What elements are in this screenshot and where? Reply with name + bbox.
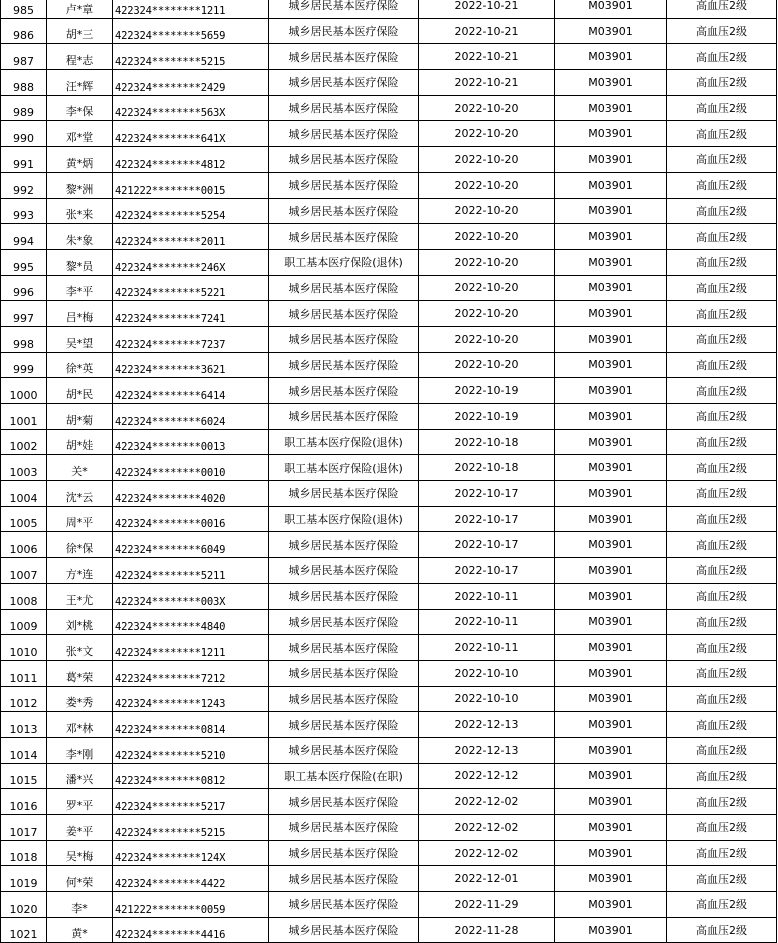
row-number-cell[interactable]: 990	[1, 121, 47, 147]
date-cell[interactable]: 2022-12-01	[419, 866, 555, 892]
diagnosis-cell[interactable]: 高血压2级	[667, 609, 777, 635]
name-cell[interactable]: 黎*洲	[47, 172, 113, 198]
diagnosis-cell[interactable]: 高血压2级	[667, 506, 777, 532]
insurance-type-cell[interactable]: 城乡居民基本医疗保险	[269, 352, 419, 378]
row-number-cell[interactable]: 1010	[1, 635, 47, 661]
row-number-cell[interactable]: 993	[1, 198, 47, 224]
table-row	[1, 378, 777, 404]
date-cell[interactable]: 2022-10-21	[419, 70, 555, 96]
row-number-cell[interactable]: 998	[1, 326, 47, 352]
insurance-type-cell[interactable]: 城乡居民基本医疗保险	[269, 172, 419, 198]
table-row	[1, 840, 777, 866]
code-cell[interactable]: M03901	[555, 147, 667, 173]
id-number-cell[interactable]: 422324********6049	[113, 532, 269, 558]
date-cell[interactable]: 2022-10-20	[419, 198, 555, 224]
code-cell[interactable]: M03901	[555, 429, 667, 455]
table-row	[1, 275, 777, 301]
name-cell[interactable]: 黎*员	[47, 249, 113, 275]
code-cell[interactable]: M03901	[555, 275, 667, 301]
id-number-cell[interactable]: 422324********246X	[113, 249, 269, 275]
code-cell[interactable]: M03901	[555, 635, 667, 661]
id-number-cell[interactable]: 422324********7212	[113, 660, 269, 686]
date-cell[interactable]: 2022-10-19	[419, 404, 555, 430]
insurance-type-cell[interactable]: 城乡居民基本医疗保险	[269, 532, 419, 558]
id-number-cell[interactable]: 422324********7241	[113, 301, 269, 327]
diagnosis-cell[interactable]: 高血压2级	[667, 789, 777, 815]
name-cell[interactable]: 何*荣	[47, 866, 113, 892]
id-number-cell[interactable]: 422324********2011	[113, 224, 269, 250]
id-number-cell[interactable]: 422324********3621	[113, 352, 269, 378]
insurance-type-cell[interactable]: 城乡居民基本医疗保险	[269, 147, 419, 173]
name-cell[interactable]: 胡*菊	[47, 404, 113, 430]
name-cell[interactable]: 李*刚	[47, 737, 113, 763]
diagnosis-cell[interactable]: 高血压2级	[667, 147, 777, 173]
table-row	[1, 198, 777, 224]
id-number-cell[interactable]: 422324********5215	[113, 815, 269, 841]
code-cell[interactable]: M03901	[555, 737, 667, 763]
diagnosis-cell[interactable]: 高血压2级	[667, 198, 777, 224]
name-cell[interactable]: 方*连	[47, 558, 113, 584]
insurance-type-cell[interactable]: 城乡居民基本医疗保险	[269, 326, 419, 352]
code-cell[interactable]: M03901	[555, 763, 667, 789]
date-cell[interactable]: 2022-10-10	[419, 686, 555, 712]
diagnosis-cell[interactable]: 高血压2级	[667, 44, 777, 70]
code-cell[interactable]: M03901	[555, 558, 667, 584]
row-number-cell[interactable]: 1006	[1, 532, 47, 558]
name-cell[interactable]: 胡*三	[47, 18, 113, 44]
row-number-cell[interactable]: 1007	[1, 558, 47, 584]
code-cell[interactable]: M03901	[555, 301, 667, 327]
insurance-type-cell[interactable]: 城乡居民基本医疗保险	[269, 558, 419, 584]
date-cell[interactable]: 2022-12-12	[419, 763, 555, 789]
insurance-type-cell[interactable]: 城乡居民基本医疗保险	[269, 0, 419, 18]
name-cell[interactable]: 刘*桃	[47, 609, 113, 635]
name-cell[interactable]: 程*志	[47, 44, 113, 70]
date-cell[interactable]: 2022-10-17	[419, 532, 555, 558]
date-cell[interactable]: 2022-10-20	[419, 275, 555, 301]
table-row	[1, 44, 777, 70]
diagnosis-cell[interactable]: 高血压2级	[667, 583, 777, 609]
table-row	[1, 815, 777, 841]
row-number-cell[interactable]: 1018	[1, 840, 47, 866]
row-number-cell[interactable]: 1019	[1, 866, 47, 892]
row-number-cell[interactable]: 1012	[1, 686, 47, 712]
code-cell[interactable]: M03901	[555, 198, 667, 224]
id-number-cell[interactable]: 422324********6414	[113, 378, 269, 404]
diagnosis-cell[interactable]: 高血压2级	[667, 0, 777, 18]
insurance-type-cell[interactable]: 城乡居民基本医疗保险	[269, 737, 419, 763]
code-cell[interactable]: M03901	[555, 660, 667, 686]
date-cell[interactable]: 2022-10-20	[419, 147, 555, 173]
date-cell[interactable]: 2022-10-21	[419, 44, 555, 70]
table-row	[1, 326, 777, 352]
date-cell[interactable]: 2022-11-28	[419, 917, 555, 943]
diagnosis-cell[interactable]: 高血压2级	[667, 172, 777, 198]
id-number-cell[interactable]: 422324********4020	[113, 481, 269, 507]
insurance-type-cell[interactable]: 城乡居民基本医疗保险	[269, 95, 419, 121]
diagnosis-cell[interactable]: 高血压2级	[667, 737, 777, 763]
insurance-type-cell[interactable]: 城乡居民基本医疗保险	[269, 378, 419, 404]
name-cell[interactable]: 吴*梅	[47, 840, 113, 866]
row-number-cell[interactable]: 999	[1, 352, 47, 378]
date-cell[interactable]: 2022-10-17	[419, 506, 555, 532]
id-number-cell[interactable]: 422324********1211	[113, 0, 269, 18]
row-number-cell[interactable]: 1013	[1, 712, 47, 738]
code-cell[interactable]: M03901	[555, 249, 667, 275]
diagnosis-cell[interactable]: 高血压2级	[667, 455, 777, 481]
table-row	[1, 737, 777, 763]
table-row	[1, 712, 777, 738]
code-cell[interactable]: M03901	[555, 44, 667, 70]
table-row	[1, 506, 777, 532]
table-row	[1, 635, 777, 661]
diagnosis-cell[interactable]: 高血压2级	[667, 95, 777, 121]
date-cell[interactable]: 2022-10-17	[419, 558, 555, 584]
id-number-cell[interactable]: 422324********2429	[113, 70, 269, 96]
code-cell[interactable]: M03901	[555, 506, 667, 532]
table-row	[1, 0, 777, 18]
code-cell[interactable]: M03901	[555, 609, 667, 635]
name-cell[interactable]: 王*尤	[47, 583, 113, 609]
table-row	[1, 455, 777, 481]
table-row	[1, 18, 777, 44]
id-number-cell[interactable]: 422324********0814	[113, 712, 269, 738]
id-number-cell[interactable]: 422324********5254	[113, 198, 269, 224]
row-number-cell[interactable]: 1014	[1, 737, 47, 763]
date-cell[interactable]: 2022-10-18	[419, 429, 555, 455]
table-row	[1, 95, 777, 121]
insurance-type-cell[interactable]: 城乡居民基本医疗保险	[269, 121, 419, 147]
id-number-cell[interactable]: 422324********5217	[113, 789, 269, 815]
diagnosis-cell[interactable]: 高血压2级	[667, 558, 777, 584]
row-number-cell[interactable]: 1016	[1, 789, 47, 815]
table-row	[1, 558, 777, 584]
diagnosis-cell[interactable]: 高血压2级	[667, 763, 777, 789]
id-number-cell[interactable]: 422324********124X	[113, 840, 269, 866]
row-number-cell[interactable]: 986	[1, 18, 47, 44]
date-cell[interactable]: 2022-12-13	[419, 737, 555, 763]
row-number-cell[interactable]: 1003	[1, 455, 47, 481]
insurance-type-cell[interactable]: 城乡居民基本医疗保险	[269, 917, 419, 943]
row-number-cell[interactable]: 1002	[1, 429, 47, 455]
id-number-cell[interactable]: 422324********1243	[113, 686, 269, 712]
date-cell[interactable]: 2022-10-11	[419, 583, 555, 609]
code-cell[interactable]: M03901	[555, 917, 667, 943]
date-cell[interactable]: 2022-10-10	[419, 660, 555, 686]
row-number-cell[interactable]: 997	[1, 301, 47, 327]
name-cell[interactable]: 李*平	[47, 275, 113, 301]
diagnosis-cell[interactable]: 高血压2级	[667, 70, 777, 96]
date-cell[interactable]: 2022-10-20	[419, 224, 555, 250]
name-cell[interactable]: 潘*兴	[47, 763, 113, 789]
row-number-cell[interactable]: 992	[1, 172, 47, 198]
diagnosis-cell[interactable]: 高血压2级	[667, 352, 777, 378]
table-row	[1, 481, 777, 507]
code-cell[interactable]: M03901	[555, 686, 667, 712]
code-cell[interactable]: M03901	[555, 404, 667, 430]
code-cell[interactable]: M03901	[555, 0, 667, 18]
diagnosis-cell[interactable]: 高血压2级	[667, 326, 777, 352]
name-cell[interactable]: 周*平	[47, 506, 113, 532]
table-row	[1, 172, 777, 198]
date-cell[interactable]: 2022-10-17	[419, 481, 555, 507]
row-number-cell[interactable]: 1021	[1, 917, 47, 943]
insurance-type-cell[interactable]: 城乡居民基本医疗保险	[269, 481, 419, 507]
code-cell[interactable]: M03901	[555, 866, 667, 892]
code-cell[interactable]: M03901	[555, 712, 667, 738]
table-row	[1, 70, 777, 96]
code-cell[interactable]: M03901	[555, 378, 667, 404]
name-cell[interactable]: 徐*英	[47, 352, 113, 378]
id-number-cell[interactable]: 422324********5211	[113, 558, 269, 584]
row-number-cell[interactable]: 1001	[1, 404, 47, 430]
insurance-type-cell[interactable]: 城乡居民基本医疗保险	[269, 635, 419, 661]
diagnosis-cell[interactable]: 高血压2级	[667, 275, 777, 301]
id-number-cell[interactable]: 422324********5210	[113, 737, 269, 763]
insurance-type-cell[interactable]: 城乡居民基本医疗保险	[269, 789, 419, 815]
diagnosis-cell[interactable]: 高血压2级	[667, 121, 777, 147]
insurance-type-cell[interactable]: 城乡居民基本医疗保险	[269, 404, 419, 430]
id-number-cell[interactable]: 422324********5659	[113, 18, 269, 44]
name-cell[interactable]: 葛*荣	[47, 660, 113, 686]
insurance-type-cell[interactable]: 城乡居民基本医疗保险	[269, 712, 419, 738]
id-number-cell[interactable]: 422324********5221	[113, 275, 269, 301]
insurance-type-cell[interactable]: 城乡居民基本医疗保险	[269, 18, 419, 44]
name-cell[interactable]: 张*来	[47, 198, 113, 224]
name-cell[interactable]: 沈*云	[47, 481, 113, 507]
row-number-cell[interactable]: 987	[1, 44, 47, 70]
id-number-cell[interactable]: 421222********0015	[113, 172, 269, 198]
insurance-type-cell[interactable]: 城乡居民基本医疗保险	[269, 840, 419, 866]
date-cell[interactable]: 2022-10-20	[419, 301, 555, 327]
table-body	[1, 0, 777, 943]
id-number-cell[interactable]: 422324********4416	[113, 917, 269, 943]
table-row	[1, 583, 777, 609]
code-cell[interactable]: M03901	[555, 326, 667, 352]
table-row	[1, 763, 777, 789]
code-cell[interactable]: M03901	[555, 455, 667, 481]
code-cell[interactable]: M03901	[555, 95, 667, 121]
insurance-type-cell[interactable]: 城乡居民基本医疗保险	[269, 224, 419, 250]
row-number-cell[interactable]: 988	[1, 70, 47, 96]
date-cell[interactable]: 2022-10-11	[419, 609, 555, 635]
table-row	[1, 892, 777, 918]
table-row	[1, 121, 777, 147]
table-row	[1, 866, 777, 892]
id-number-cell[interactable]: 422324********0016	[113, 506, 269, 532]
row-number-cell[interactable]: 991	[1, 147, 47, 173]
row-number-cell[interactable]: 996	[1, 275, 47, 301]
diagnosis-cell[interactable]: 高血压2级	[667, 378, 777, 404]
table-row	[1, 532, 777, 558]
insurance-type-cell[interactable]: 城乡居民基本医疗保险	[269, 583, 419, 609]
name-cell[interactable]: 朱*象	[47, 224, 113, 250]
id-number-cell[interactable]: 422324********4422	[113, 866, 269, 892]
date-cell[interactable]: 2022-10-20	[419, 95, 555, 121]
insurance-type-cell[interactable]: 城乡居民基本医疗保险	[269, 866, 419, 892]
diagnosis-cell[interactable]: 高血压2级	[667, 815, 777, 841]
id-number-cell[interactable]: 422324********0812	[113, 763, 269, 789]
code-cell[interactable]: M03901	[555, 481, 667, 507]
code-cell[interactable]: M03901	[555, 815, 667, 841]
id-number-cell[interactable]: 422324********7237	[113, 326, 269, 352]
code-cell[interactable]: M03901	[555, 18, 667, 44]
table-row	[1, 609, 777, 635]
diagnosis-cell[interactable]: 高血压2级	[667, 18, 777, 44]
table-row	[1, 686, 777, 712]
date-cell[interactable]: 2022-10-21	[419, 0, 555, 18]
name-cell[interactable]: 娄*秀	[47, 686, 113, 712]
diagnosis-cell[interactable]: 高血压2级	[667, 481, 777, 507]
insurance-type-cell[interactable]: 城乡居民基本医疗保险	[269, 198, 419, 224]
name-cell[interactable]: 李*保	[47, 95, 113, 121]
diagnosis-cell[interactable]: 高血压2级	[667, 224, 777, 250]
name-cell[interactable]: 汪*辉	[47, 70, 113, 96]
diagnosis-cell[interactable]: 高血压2级	[667, 301, 777, 327]
code-cell[interactable]: M03901	[555, 70, 667, 96]
date-cell[interactable]: 2022-10-20	[419, 326, 555, 352]
id-number-cell[interactable]: 422324********0010	[113, 455, 269, 481]
name-cell[interactable]: 罗*平	[47, 789, 113, 815]
row-number-cell[interactable]: 1017	[1, 815, 47, 841]
insurance-type-cell[interactable]: 城乡居民基本医疗保险	[269, 892, 419, 918]
row-number-cell[interactable]: 1000	[1, 378, 47, 404]
table-row	[1, 147, 777, 173]
table-row	[1, 301, 777, 327]
row-number-cell[interactable]: 1008	[1, 583, 47, 609]
id-number-cell[interactable]: 422324********4840	[113, 609, 269, 635]
id-number-cell[interactable]: 422324********6024	[113, 404, 269, 430]
diagnosis-cell[interactable]: 高血压2级	[667, 840, 777, 866]
name-cell[interactable]: 邓*林	[47, 712, 113, 738]
diagnosis-cell[interactable]: 高血压2级	[667, 892, 777, 918]
name-cell[interactable]: 邓*堂	[47, 121, 113, 147]
id-number-cell[interactable]: 421222********0059	[113, 892, 269, 918]
table-row	[1, 660, 777, 686]
diagnosis-cell[interactable]: 高血压2级	[667, 686, 777, 712]
date-cell[interactable]: 2022-10-19	[419, 378, 555, 404]
row-number-cell[interactable]: 1020	[1, 892, 47, 918]
insurance-type-cell[interactable]: 职工基本医疗保险(在职)	[269, 763, 419, 789]
table-row	[1, 352, 777, 378]
name-cell[interactable]: 关*	[47, 455, 113, 481]
insurance-type-cell[interactable]: 城乡居民基本医疗保险	[269, 70, 419, 96]
row-number-cell[interactable]: 1011	[1, 660, 47, 686]
diagnosis-cell[interactable]: 高血压2级	[667, 660, 777, 686]
row-number-cell[interactable]: 989	[1, 95, 47, 121]
date-cell[interactable]: 2022-12-02	[419, 789, 555, 815]
diagnosis-cell[interactable]: 高血压2级	[667, 917, 777, 943]
insurance-type-cell[interactable]: 城乡居民基本医疗保险	[269, 609, 419, 635]
insurance-type-cell[interactable]: 职工基本医疗保险(退休)	[269, 429, 419, 455]
code-cell[interactable]: M03901	[555, 172, 667, 198]
code-cell[interactable]: M03901	[555, 121, 667, 147]
id-number-cell[interactable]: 422324********003X	[113, 583, 269, 609]
name-cell[interactable]: 李*	[47, 892, 113, 918]
id-number-cell[interactable]: 422324********5215	[113, 44, 269, 70]
code-cell[interactable]: M03901	[555, 789, 667, 815]
id-number-cell[interactable]: 422324********0013	[113, 429, 269, 455]
diagnosis-cell[interactable]: 高血压2级	[667, 635, 777, 661]
row-number-cell[interactable]: 1005	[1, 506, 47, 532]
table-row	[1, 224, 777, 250]
name-cell[interactable]: 姜*平	[47, 815, 113, 841]
date-cell[interactable]: 2022-12-02	[419, 840, 555, 866]
name-cell[interactable]: 胡*娃	[47, 429, 113, 455]
date-cell[interactable]: 2022-10-11	[419, 635, 555, 661]
date-cell[interactable]: 2022-10-21	[419, 18, 555, 44]
row-number-cell[interactable]: 1015	[1, 763, 47, 789]
insurance-type-cell[interactable]: 职工基本医疗保险(退休)	[269, 455, 419, 481]
date-cell[interactable]: 2022-10-20	[419, 352, 555, 378]
code-cell[interactable]: M03901	[555, 224, 667, 250]
date-cell[interactable]: 2022-12-13	[419, 712, 555, 738]
insurance-type-cell[interactable]: 城乡居民基本医疗保险	[269, 815, 419, 841]
insurance-type-cell[interactable]: 职工基本医疗保险(退休)	[269, 249, 419, 275]
date-cell[interactable]: 2022-10-18	[419, 455, 555, 481]
code-cell[interactable]: M03901	[555, 583, 667, 609]
diagnosis-cell[interactable]: 高血压2级	[667, 404, 777, 430]
row-number-cell[interactable]: 995	[1, 249, 47, 275]
row-number-cell[interactable]: 985	[1, 0, 47, 18]
row-number-cell[interactable]: 994	[1, 224, 47, 250]
table-row	[1, 404, 777, 430]
table-row	[1, 249, 777, 275]
insurance-type-cell[interactable]: 城乡居民基本医疗保险	[269, 660, 419, 686]
table-row	[1, 917, 777, 943]
diagnosis-cell[interactable]: 高血压2级	[667, 712, 777, 738]
diagnosis-cell[interactable]: 高血压2级	[667, 429, 777, 455]
diagnosis-cell[interactable]: 高血压2级	[667, 866, 777, 892]
id-number-cell[interactable]: 422324********641X	[113, 121, 269, 147]
row-number-cell[interactable]: 1004	[1, 481, 47, 507]
date-cell[interactable]: 2022-10-20	[419, 249, 555, 275]
insurance-type-cell[interactable]: 职工基本医疗保险(退休)	[269, 506, 419, 532]
date-cell[interactable]: 2022-12-02	[419, 815, 555, 841]
name-cell[interactable]: 徐*保	[47, 532, 113, 558]
code-cell[interactable]: M03901	[555, 352, 667, 378]
id-number-cell[interactable]: 422324********563X	[113, 95, 269, 121]
insurance-type-cell[interactable]: 城乡居民基本医疗保险	[269, 44, 419, 70]
code-cell[interactable]: M03901	[555, 840, 667, 866]
insurance-type-cell[interactable]: 城乡居民基本医疗保险	[269, 275, 419, 301]
date-cell[interactable]: 2022-10-20	[419, 121, 555, 147]
id-number-cell[interactable]: 422324********4812	[113, 147, 269, 173]
diagnosis-cell[interactable]: 高血压2级	[667, 249, 777, 275]
row-number-cell[interactable]: 1009	[1, 609, 47, 635]
table-row	[1, 789, 777, 815]
name-cell[interactable]: 胡*民	[47, 378, 113, 404]
code-cell[interactable]: M03901	[555, 532, 667, 558]
date-cell[interactable]: 2022-11-29	[419, 892, 555, 918]
name-cell[interactable]: 黄*	[47, 917, 113, 943]
name-cell[interactable]: 卢*章	[47, 0, 113, 18]
table-row	[1, 429, 777, 455]
insurance-type-cell[interactable]: 城乡居民基本医疗保险	[269, 301, 419, 327]
code-cell[interactable]: M03901	[555, 892, 667, 918]
id-number-cell[interactable]: 422324********1211	[113, 635, 269, 661]
name-cell[interactable]: 张*文	[47, 635, 113, 661]
date-cell[interactable]: 2022-10-20	[419, 172, 555, 198]
name-cell[interactable]: 黄*炳	[47, 147, 113, 173]
insurance-type-cell[interactable]: 城乡居民基本医疗保险	[269, 686, 419, 712]
diagnosis-cell[interactable]: 高血压2级	[667, 532, 777, 558]
name-cell[interactable]: 吕*梅	[47, 301, 113, 327]
name-cell[interactable]: 吴*望	[47, 326, 113, 352]
